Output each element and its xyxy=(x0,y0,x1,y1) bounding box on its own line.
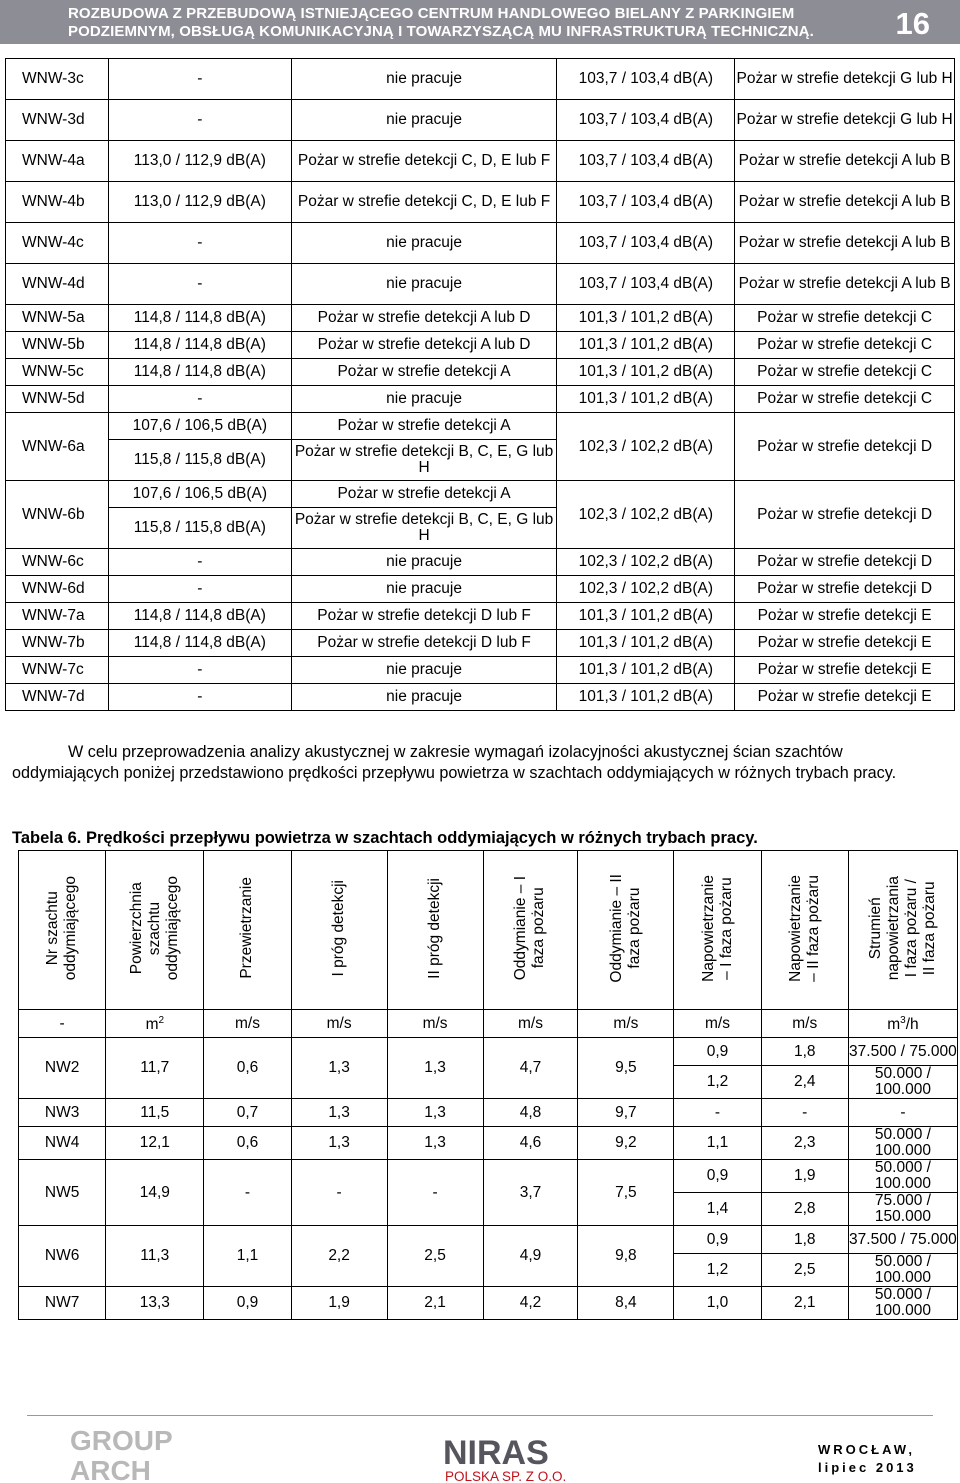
table-row xyxy=(6,576,955,603)
table-row xyxy=(6,305,955,332)
table-cell: 101,3 / 101,2 dB(A) xyxy=(557,386,735,413)
table-cell: 75.000 / 150.000 xyxy=(848,1193,957,1226)
table-row xyxy=(6,182,955,223)
table-cell: 50.000 / 100.000 xyxy=(848,1066,957,1099)
table-cell: WNW-5c xyxy=(6,359,109,386)
table-cell: WNW-5d xyxy=(6,386,109,413)
table-cell: nie pracuje xyxy=(291,684,557,711)
table-cell: 103,7 / 103,4 dB(A) xyxy=(557,264,735,305)
table-cell: 114,8 / 114,8 dB(A) xyxy=(108,630,291,657)
unit-cell: m/s xyxy=(204,1010,291,1038)
table-cell: 1,0 xyxy=(674,1287,761,1320)
table-cell: WNW-6b xyxy=(6,481,109,549)
table-cell: 1,8 xyxy=(761,1226,848,1254)
table-cell: 8,4 xyxy=(578,1287,674,1320)
table-cell: nie pracuje xyxy=(291,223,557,264)
table-cell: 107,6 / 106,5 dB(A) xyxy=(108,481,291,508)
footer-place-date xyxy=(818,1441,917,1477)
table-cell: Pożar w strefie detekcji A lub B xyxy=(735,141,955,182)
header-cell xyxy=(761,851,848,1010)
table-cell: Pożar w strefie detekcji D xyxy=(735,549,955,576)
table-cell: NW2 xyxy=(19,1038,106,1099)
table-cell: 102,3 / 102,2 dB(A) xyxy=(557,549,735,576)
unit-cell: m/s xyxy=(761,1010,848,1038)
table-cell: 115,8 / 115,8 dB(A) xyxy=(108,440,291,481)
unit-cell xyxy=(106,1010,204,1038)
header-text: Napowietrzanie – I faza pożaru xyxy=(699,874,735,982)
table-cell: 114,8 / 114,8 dB(A) xyxy=(108,332,291,359)
unit-sup: 2 xyxy=(158,1015,165,1027)
table-cell: 1,8 xyxy=(761,1038,848,1066)
table-cell: 9,5 xyxy=(578,1038,674,1099)
table-row xyxy=(6,549,955,576)
table-cell: 2,5 xyxy=(761,1254,848,1287)
table-cell: 101,3 / 101,2 dB(A) xyxy=(557,630,735,657)
table-cell: NW3 xyxy=(19,1099,106,1127)
header-cell xyxy=(674,851,761,1010)
table-cell: 2,8 xyxy=(761,1193,848,1226)
table-caption: Tabela 6. Prędkości przepływu powietrza w szachtach oddymiających w różnych trybach pracy. xyxy=(12,829,758,847)
table-cell: Pożar w strefie detekcji B, C, E, G lub H xyxy=(291,440,557,481)
table-cell: Pożar w strefie detekcji B, C, E, G lub H xyxy=(291,508,557,549)
header-text: Nr szachtu oddymiającego xyxy=(44,875,80,981)
table-cell: WNW-4a xyxy=(6,141,109,182)
table-cell: 50.000 / 100.000 xyxy=(848,1160,957,1193)
table-cell: 1,9 xyxy=(291,1287,387,1320)
table-cell: 114,8 / 114,8 dB(A) xyxy=(108,603,291,630)
table-cell: 2,2 xyxy=(291,1226,387,1287)
header-text: Oddymianie – I faza pożaru xyxy=(512,875,548,981)
table-cell: 2,1 xyxy=(387,1287,483,1320)
table-cell: 4,6 xyxy=(483,1127,578,1160)
table-cell: WNW-7a xyxy=(6,603,109,630)
table-row xyxy=(6,684,955,711)
table-cell: 101,3 / 101,2 dB(A) xyxy=(557,359,735,386)
table-cell: Pożar w strefie detekcji E xyxy=(735,630,955,657)
unit-sup: 3 xyxy=(900,1015,906,1027)
table-cell: Pożar w strefie detekcji D xyxy=(735,413,955,481)
table-row xyxy=(6,359,955,386)
table-cell: 101,3 / 101,2 dB(A) xyxy=(557,684,735,711)
table-cell: 50.000 / 100.000 xyxy=(848,1127,957,1160)
table-row xyxy=(19,1287,958,1320)
table-cell: 1,4 xyxy=(674,1193,761,1226)
table-cell: 2,1 xyxy=(761,1287,848,1320)
header-text: Powierzchnia szachtu oddymiającego xyxy=(127,875,181,981)
table-cell: 0,9 xyxy=(674,1160,761,1193)
table-cell: Pożar w strefie detekcji D lub F xyxy=(291,603,557,630)
table-cell: Pożar w strefie detekcji G lub H xyxy=(735,100,955,141)
unit-cell: m/s xyxy=(291,1010,387,1038)
table-cell: - xyxy=(108,223,291,264)
table-cell: - xyxy=(108,657,291,684)
table-cell: 14,9 xyxy=(106,1160,204,1226)
table-cell: 9,8 xyxy=(578,1226,674,1287)
table-cell: 9,7 xyxy=(578,1099,674,1127)
table-cell: WNW-3c xyxy=(6,59,109,100)
table-cell: WNW-3d xyxy=(6,100,109,141)
table-cell: 115,8 / 115,8 dB(A) xyxy=(108,508,291,549)
table-cell: 11,3 xyxy=(106,1226,204,1287)
table-cell: 101,3 / 101,2 dB(A) xyxy=(557,603,735,630)
table-cell: 103,7 / 103,4 dB(A) xyxy=(557,223,735,264)
table-cell: 11,5 xyxy=(106,1099,204,1127)
table-row xyxy=(6,141,955,182)
table-row xyxy=(19,1099,958,1127)
table-cell: 114,8 / 114,8 dB(A) xyxy=(108,359,291,386)
table-cell: nie pracuje xyxy=(291,100,557,141)
table-cell: Pożar w strefie detekcji E xyxy=(735,603,955,630)
body-paragraph-text: W celu przeprowadzenia analizy akustycznej w zakresie wymagań izolacyjności akustycznej ścian szachtów oddymiających poniżej przedstawiono prędkości przepływu powietrza w szachtach oddymiających w różnych trybach pracy. xyxy=(12,743,897,782)
header-text: Napowietrzanie – II faza pożaru xyxy=(786,874,822,982)
header-cell xyxy=(19,851,106,1010)
airflow-table xyxy=(18,850,958,1320)
table-cell: 4,9 xyxy=(483,1226,578,1287)
table-cell: WNW-6d xyxy=(6,576,109,603)
table-cell: 3,7 xyxy=(483,1160,578,1226)
table-row xyxy=(6,386,955,413)
table-cell: 101,3 / 101,2 dB(A) xyxy=(557,657,735,684)
table-cell: WNW-7c xyxy=(6,657,109,684)
table-cell: Pożar w strefie detekcji D xyxy=(735,576,955,603)
table-cell: Pożar w strefie detekcji A lub D xyxy=(291,305,557,332)
table-cell: 1,3 xyxy=(291,1099,387,1127)
table-cell: - xyxy=(204,1160,291,1226)
table-cell: 114,8 / 114,8 dB(A) xyxy=(108,305,291,332)
table-cell: 102,3 / 102,2 dB(A) xyxy=(557,576,735,603)
table-cell: 1,3 xyxy=(387,1099,483,1127)
footer-date: lipiec 2013 xyxy=(818,1460,917,1475)
table-cell: 1,1 xyxy=(674,1127,761,1160)
table-cell: Pożar w strefie detekcji C xyxy=(735,305,955,332)
table-cell: WNW-7d xyxy=(6,684,109,711)
header-cell xyxy=(204,851,291,1010)
table-cell: 0,9 xyxy=(674,1038,761,1066)
header-cell xyxy=(106,851,204,1010)
page-number: 16 xyxy=(895,6,930,41)
header-cell xyxy=(848,851,957,1010)
noise-table xyxy=(5,58,955,711)
unit-cell: m/s xyxy=(578,1010,674,1038)
table-cell: 1,1 xyxy=(204,1226,291,1287)
footer-divider xyxy=(27,1415,933,1416)
body-paragraph xyxy=(12,742,950,784)
table-cell: 0,9 xyxy=(204,1287,291,1320)
table-cell: Pożar w strefie detekcji C xyxy=(735,386,955,413)
table-row xyxy=(19,1226,958,1254)
table-cell: WNW-5b xyxy=(6,332,109,359)
table-cell: - xyxy=(291,1160,387,1226)
table-cell: Pożar w strefie detekcji C, D, E lub F xyxy=(291,141,557,182)
table-cell: 103,7 / 103,4 dB(A) xyxy=(557,141,735,182)
table-cell: 11,7 xyxy=(106,1038,204,1099)
header-cell xyxy=(291,851,387,1010)
table-row xyxy=(6,413,955,440)
table-cell: 0,6 xyxy=(204,1038,291,1099)
table-row xyxy=(6,59,955,100)
unit-cell: m/s xyxy=(674,1010,761,1038)
logo-left-line1: GROUP xyxy=(70,1425,173,1456)
logo-mid-main: NIRAS xyxy=(443,1434,549,1472)
table-cell: Pożar w strefie detekcji A lub D xyxy=(291,332,557,359)
table-cell: WNW-7b xyxy=(6,630,109,657)
logo-mid-sub: POLSKA SP. Z O.O. xyxy=(445,1469,567,1482)
table-row xyxy=(6,603,955,630)
table-cell: 4,7 xyxy=(483,1038,578,1099)
table-cell: 1,3 xyxy=(291,1038,387,1099)
grouparch-logo xyxy=(68,1424,183,1482)
table-cell: 9,2 xyxy=(578,1127,674,1160)
table-cell: 2,3 xyxy=(761,1127,848,1160)
table-cell: 2,5 xyxy=(387,1226,483,1287)
table-cell: 103,7 / 103,4 dB(A) xyxy=(557,182,735,223)
table-cell: Pożar w strefie detekcji A lub B xyxy=(735,223,955,264)
table-row xyxy=(6,630,955,657)
unit-cell xyxy=(848,1010,957,1038)
table-cell: WNW-4b xyxy=(6,182,109,223)
table-cell: WNW-4c xyxy=(6,223,109,264)
table-cell: - xyxy=(108,684,291,711)
unit-cell: - xyxy=(19,1010,106,1038)
table-cell: 4,2 xyxy=(483,1287,578,1320)
table-cell: - xyxy=(848,1099,957,1127)
table-cell: 1,2 xyxy=(674,1254,761,1287)
table-cell: 113,0 / 112,9 dB(A) xyxy=(108,182,291,223)
unit-cell: m/s xyxy=(387,1010,483,1038)
table-cell: nie pracuje xyxy=(291,657,557,684)
table-row xyxy=(6,100,955,141)
header-title-line1: ROZBUDOWA Z PRZEBUDOWĄ ISTNIEJĄCEGO CENTRUM HANDLOWEGO BIELANY Z PARKINGIEM xyxy=(68,5,795,22)
table-row xyxy=(19,1038,958,1066)
table-cell: nie pracuje xyxy=(291,576,557,603)
table-cell: WNW-4d xyxy=(6,264,109,305)
unit-tail: /h xyxy=(905,1016,919,1034)
table-cell: - xyxy=(108,100,291,141)
table-cell: 4,8 xyxy=(483,1099,578,1127)
table-cell: Pożar w strefie detekcji D xyxy=(735,481,955,549)
table-cell: nie pracuje xyxy=(291,59,557,100)
header-cell xyxy=(483,851,578,1010)
table-cell: - xyxy=(108,59,291,100)
table-row xyxy=(6,481,955,508)
header-text: Strumień napowietrzania I faza pożaru / II faza pożaru xyxy=(866,875,938,981)
header-text: Oddymianie – II faza pożaru xyxy=(607,873,643,983)
table-cell: Pożar w strefie detekcji C xyxy=(735,359,955,386)
table-row xyxy=(6,264,955,305)
table-cell: Pożar w strefie detekcji A lub B xyxy=(735,182,955,223)
table-cell: 0,6 xyxy=(204,1127,291,1160)
table-cell: - xyxy=(108,549,291,576)
table-cell: WNW-5a xyxy=(6,305,109,332)
table-cell: 101,3 / 101,2 dB(A) xyxy=(557,305,735,332)
header-text: Przewietrzanie xyxy=(238,877,256,979)
table-cell: 102,3 / 102,2 dB(A) xyxy=(557,481,735,549)
table-cell: 1,9 xyxy=(761,1160,848,1193)
table-cell: 1,3 xyxy=(387,1127,483,1160)
table-cell: 102,3 / 102,2 dB(A) xyxy=(557,413,735,481)
table-cell: 1,3 xyxy=(387,1038,483,1099)
table-cell: - xyxy=(108,576,291,603)
unit-text: m xyxy=(145,1016,159,1034)
table-cell: 1,2 xyxy=(674,1066,761,1099)
table-cell: NW5 xyxy=(19,1160,106,1226)
table-cell: 13,3 xyxy=(106,1287,204,1320)
table-row xyxy=(6,657,955,684)
table-row xyxy=(6,332,955,359)
table-cell: Pożar w strefie detekcji E xyxy=(735,657,955,684)
table-cell: - xyxy=(108,264,291,305)
table-cell: Pożar w strefie detekcji C xyxy=(735,332,955,359)
header-cell xyxy=(578,851,674,1010)
table-cell: - xyxy=(674,1099,761,1127)
units-row xyxy=(19,1010,958,1038)
table-cell: 37.500 / 75.000 xyxy=(848,1038,957,1066)
logo-left-line2: ARCH xyxy=(70,1455,151,1482)
table-cell: - xyxy=(108,386,291,413)
table-cell: 101,3 / 101,2 dB(A) xyxy=(557,332,735,359)
table-cell: WNW-6c xyxy=(6,549,109,576)
header-text: II próg detekcji xyxy=(426,877,444,979)
table-cell: Pożar w strefie detekcji A xyxy=(291,481,557,508)
table-cell: Pożar w strefie detekcji C, D, E lub F xyxy=(291,182,557,223)
table-cell: 50.000 / 100.000 xyxy=(848,1287,957,1320)
table-cell: 103,7 / 103,4 dB(A) xyxy=(557,100,735,141)
table-cell: 7,5 xyxy=(578,1160,674,1226)
table-cell: NW7 xyxy=(19,1287,106,1320)
table-row xyxy=(19,1160,958,1193)
footer-place: WROCŁAW, xyxy=(818,1442,915,1457)
table-cell: 37.500 / 75.000 xyxy=(848,1226,957,1254)
table-cell: 113,0 / 112,9 dB(A) xyxy=(108,141,291,182)
table-row xyxy=(19,1127,958,1160)
table-row xyxy=(6,223,955,264)
table-cell: 107,6 / 106,5 dB(A) xyxy=(108,413,291,440)
unit-cell: m/s xyxy=(483,1010,578,1038)
table-cell: 50.000 / 100.000 xyxy=(848,1254,957,1287)
table-cell: - xyxy=(761,1099,848,1127)
table-cell: Pożar w strefie detekcji A xyxy=(291,359,557,386)
table-cell: 2,4 xyxy=(761,1066,848,1099)
unit-text: m xyxy=(887,1016,901,1034)
table-cell: 0,7 xyxy=(204,1099,291,1127)
header-cell xyxy=(387,851,483,1010)
table-cell: Pożar w strefie detekcji D lub F xyxy=(291,630,557,657)
table-cell: NW6 xyxy=(19,1226,106,1287)
header-title-line2: PODZIEMNYM, OBSŁUGĄ KOMUNIKACYJNĄ I TOWARZYSZĄCĄ MU INFRASTRUKTURĄ TECHNICZNĄ. xyxy=(68,23,814,40)
table-cell: WNW-6a xyxy=(6,413,109,481)
table-cell: NW4 xyxy=(19,1127,106,1160)
table-cell: Pożar w strefie detekcji A xyxy=(291,413,557,440)
table-cell: 12,1 xyxy=(106,1127,204,1160)
table-cell: nie pracuje xyxy=(291,386,557,413)
table-cell: nie pracuje xyxy=(291,264,557,305)
table-cell: 1,3 xyxy=(291,1127,387,1160)
table-cell: 0,9 xyxy=(674,1226,761,1254)
table-cell: - xyxy=(387,1160,483,1226)
niras-logo xyxy=(443,1432,593,1482)
header-text: I próg detekcji xyxy=(330,879,348,977)
table-cell: Pożar w strefie detekcji E xyxy=(735,684,955,711)
page-header xyxy=(0,0,960,44)
table-cell: Pożar w strefie detekcji G lub H xyxy=(735,59,955,100)
table-cell: Pożar w strefie detekcji A lub B xyxy=(735,264,955,305)
table-cell: 103,7 / 103,4 dB(A) xyxy=(557,59,735,100)
table-cell: nie pracuje xyxy=(291,549,557,576)
